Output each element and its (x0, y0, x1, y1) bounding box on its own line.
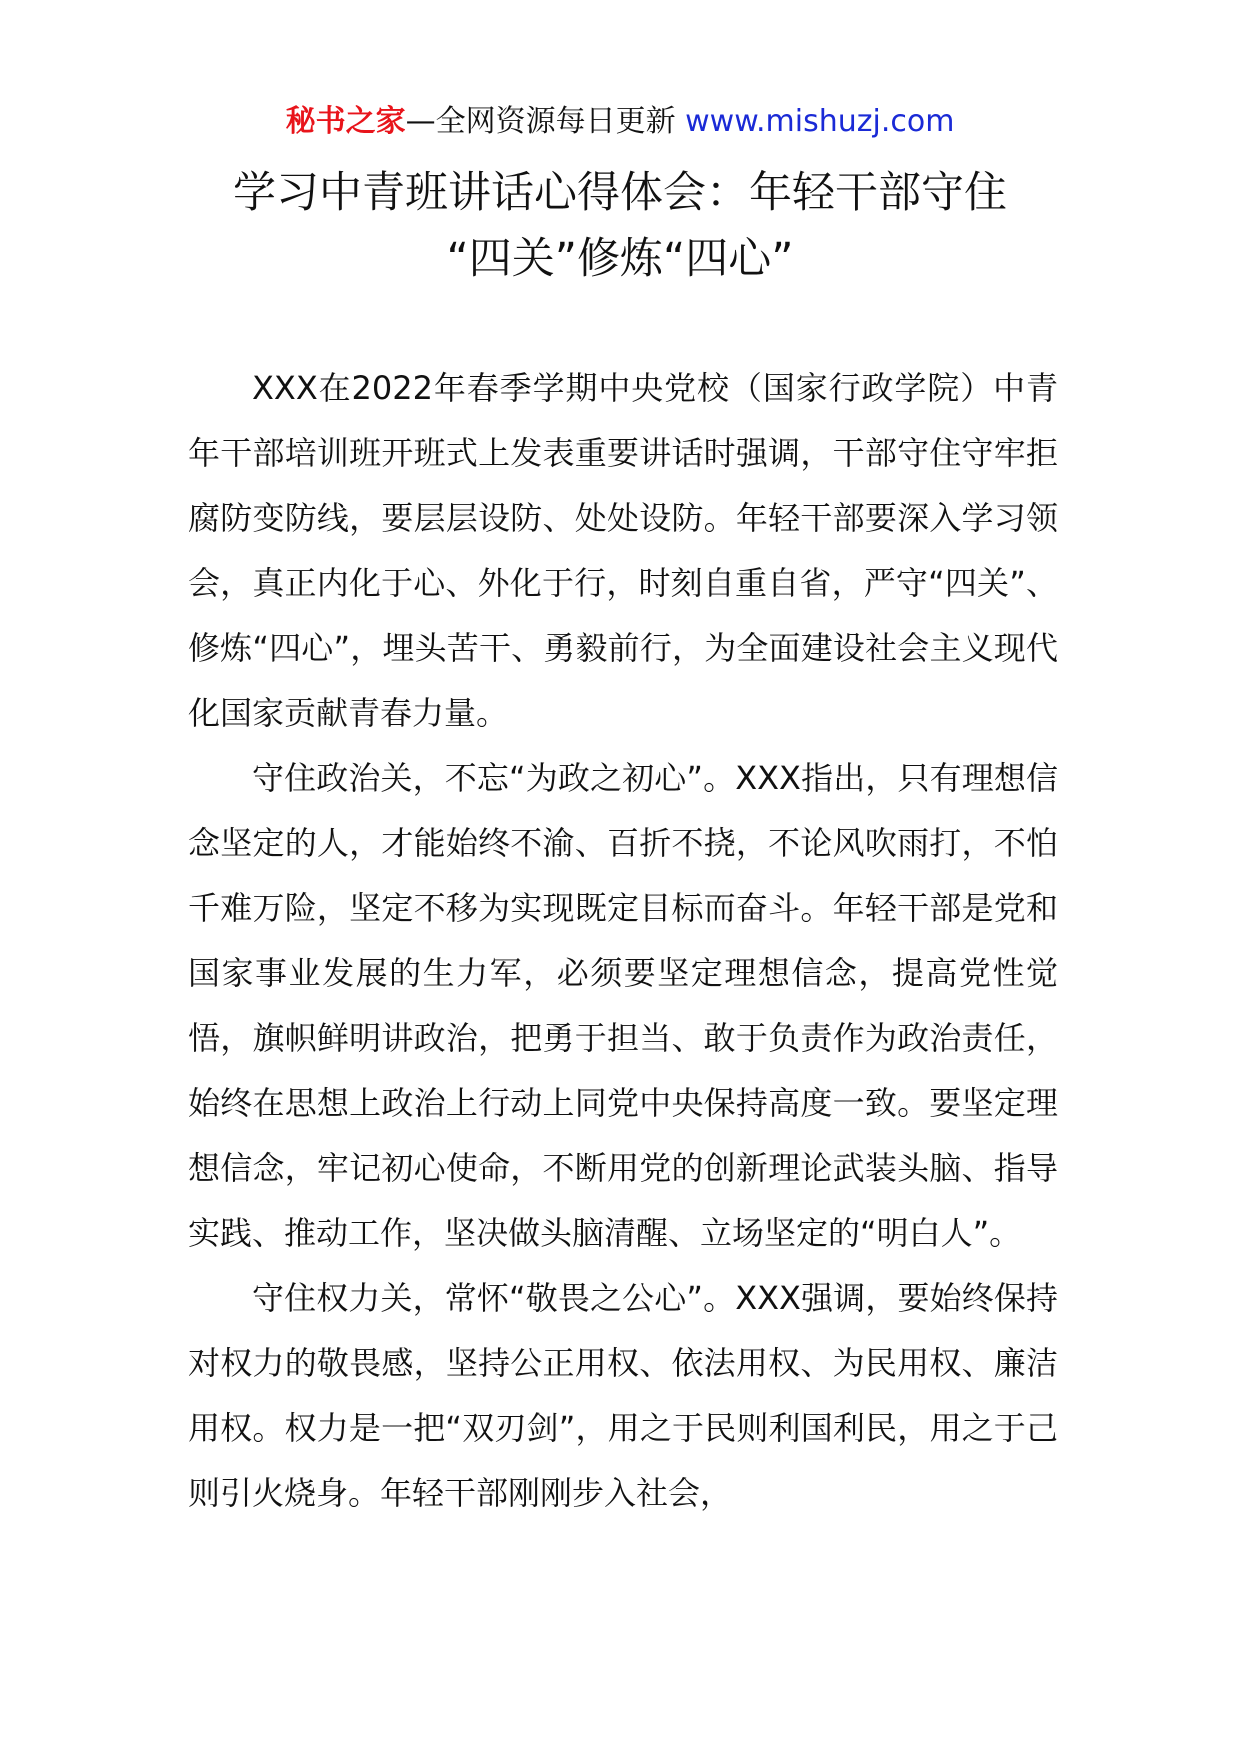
title-line-2: “四关”修炼“四心” (446, 234, 794, 284)
site-name: 秘书之家 (285, 104, 406, 139)
paragraph-2: 守住政治关，不忘“为政之初心”。XXX指出，只有理想信念坚定的人，才能始终不渝、百折不挠，不论风吹雨打，不怕千难万险，坚定不移为实现既定目标而奋斗。年轻干部是党和国家事业发展的生力军，必须要坚定理想信念，提高党性觉悟，旗帜鲜明讲政治，把勇于担当、敢于负责作为政治责任，始终在思想上政治上行动上同党中央保持高度一致。要坚定理想信念，牢记初心使命，不断用党的创新理论武装头脑、指导实践、推动工作，坚决做头脑清醒、立场坚定的“明白人”。 (188, 759, 1058, 1252)
site-slogan: —全网资源每日更新 (405, 104, 676, 139)
site-url-link[interactable]: www.mishuzj.com (685, 104, 955, 139)
document-body (188, 356, 1058, 1526)
title-line-1: 学习中青班讲话心得体会：年轻干部守住 (233, 168, 1007, 218)
site-banner (0, 100, 1240, 144)
paragraph-1: XXX在2022年春季学期中央党校（国家行政学院）中青年干部培训班开班式上发表重要讲话时强调，干部守住守牢拒腐防变防线，要层层设防、处处设防。年轻干部要深入学习领会，真正内化于心、外化于行，时刻自重自省，严守“四关”、修炼“四心”，埋头苦干、勇毅前行，为全面建设社会主义现代化国家贡献青春力量。 (188, 369, 1058, 732)
paragraph-3: 守住权力关，常怀“敬畏之公心”。XXX强调，要始终保持对权力的敬畏感，坚持公正用权、依法用权、为民用权、廉洁用权。权力是一把“双刃剑”，用之于民则利国利民，用之于己则引火烧身。年轻干部刚刚步入社会， (188, 1279, 1058, 1512)
document-title (150, 160, 1090, 292)
